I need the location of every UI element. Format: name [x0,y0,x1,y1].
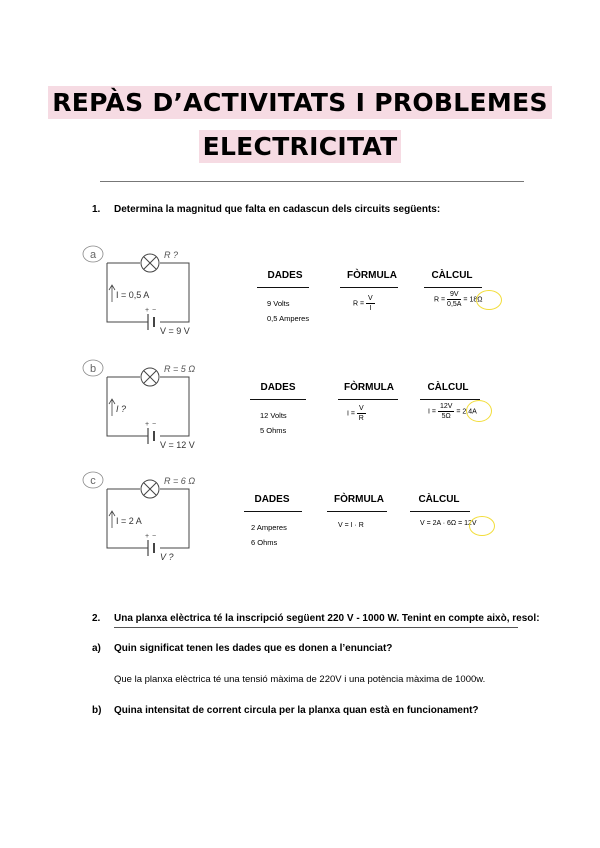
circuit-a-calcul-num: 9V [447,290,461,300]
circuit-a-dades-header: DADES [267,270,303,281]
circuit-b-formula-header: FÒRMULA [344,382,394,393]
circuit-c-dades-header: DADES [254,494,290,505]
question-2b [92,705,479,716]
circuit-a-formula-den: I [369,305,372,312]
circuit-c-lamp [141,480,159,498]
circuit-b-calcul-result: = 2,4A [456,408,477,416]
circuit-a-calcul-result: = 18Ω [463,296,483,304]
circuit-diagram-b [80,356,210,452]
circuit-c-i-label: I = 2 A [116,516,142,526]
circuit-a-formula-underline [340,287,398,288]
circuit-c-formula: V = I · R [338,522,364,529]
circuit-b-dada-2: 5 Ohms [260,426,287,435]
circuit-c-calcul-underline [410,511,470,512]
question-2-text: Una planxa elèctrica té la inscripció següent 220 V - 1000 W. Tenint en compte això, resol: [114,613,540,624]
question-2a [92,643,392,654]
svg-text:+: + [145,533,150,540]
question-1-text: Determina la magnitud que falta en cadascun dels circuits següents: [114,204,441,215]
svg-text:−: − [152,533,157,540]
circuit-b-formula-den: R [358,415,364,422]
circuit-b-calcul-num: 12V [439,403,453,410]
circuit-b-dades [260,408,287,438]
circuit-c-calcul-header: CÀLCUL [418,494,460,505]
question-2b-text: Quina intensitat de corrent circula per la planxa quan està en funcionament? [114,705,479,716]
circuit-a-current-arrow [109,285,115,302]
circuit-a-v-label: V = 9 V [160,326,190,336]
question-1-number: 1. [92,204,101,215]
svg-text:+: + [145,421,150,428]
circuit-a-lamp [141,254,159,272]
circuit-a-dada-2: 0,5 Amperes [267,314,310,323]
circuit-b-calcul-den: 5Ω [441,413,451,420]
page-title-line-1: REPÀS D’ACTIVITATS I PROBLEMES [0,88,600,117]
circuit-c-letter: c [90,475,96,487]
circuit-a-dades [267,296,309,326]
circuit-c-formula-header: FÒRMULA [334,494,384,505]
circuit-c-dades-underline [244,511,302,512]
circuit-c-dada-1: 2 Amperes [251,523,287,532]
circuit-b-dades-underline [250,399,306,400]
page-title-line-2: ELECTRICITAT [0,132,600,161]
circuit-b-answer-highlight [466,400,492,422]
circuit-b-lamp [141,368,159,386]
svg-text:−: − [152,421,157,428]
circuit-a-dada-1: 9 Volts [267,299,290,308]
circuit-c-calcul: V = 2A · 6Ω = 12V [420,520,477,527]
circuit-b-r-label: R = 5 Ω [164,364,196,374]
circuit-diagram-a [80,242,200,338]
question-2a-answer: Que la planxa elèctrica té una tensió màxima de 220V i una potència màxima de 1000w. [114,674,486,685]
question-2-underline [114,627,518,628]
question-2-number: 2. [92,613,101,624]
circuit-a-dades-underline [257,287,309,288]
circuit-c-formula-underline [327,511,387,512]
circuit-a-answer-highlight [476,290,502,310]
circuit-b-letter: b [89,363,97,375]
circuit-b-formula-underline [338,399,398,400]
circuit-b-current-arrow [109,399,115,416]
question-1 [92,204,440,215]
circuit-b-calcul-header: CÀLCUL [427,382,469,393]
circuit-a-r-label: R ? [164,250,179,260]
circuit-b-v-label: V = 12 V [160,440,195,450]
circuit-a-calcul-den: 0,5A [447,301,462,308]
circuit-a-battery [145,307,156,330]
question-2a-text: Quin significat tenen les dades que es donen a l’enunciat? [114,643,393,654]
circuit-a-formula [353,294,375,313]
circuit-a-i-label: I = 0,5 A [116,290,150,300]
circuit-b-formula-lhs: I = [347,410,355,418]
circuit-c-current-arrow [109,511,115,528]
circuit-b-formula [347,404,366,423]
title-divider [100,181,524,182]
svg-text:−: − [152,307,157,314]
circuit-b-formula-num: V [358,405,364,412]
circuit-a-calcul-underline [424,287,482,288]
circuit-c-answer-highlight [469,516,495,536]
circuit-b-calcul-underline [420,399,480,400]
circuit-a-calcul-lhs: R = [434,296,446,304]
circuit-c-dada-2: 6 Ohms [251,538,278,547]
circuit-a-calcul-header: CÀLCUL [431,270,473,281]
circuit-a-letter: a [89,249,97,261]
circuit-c-r-label: R = 6 Ω [164,476,196,486]
question-2 [92,613,540,624]
circuit-b-dades-header: DADES [260,382,296,393]
circuit-c-dades [251,520,287,550]
circuit-a-formula-lhs: R = [353,300,365,308]
circuit-diagram-c [80,468,210,564]
question-2b-label: b) [92,705,102,716]
circuit-c-battery [145,533,156,556]
svg-text:+: + [145,307,150,314]
circuit-b-i-label: I ? [116,404,127,414]
question-2a-label: a) [92,643,101,654]
circuit-a-formula-header: FÒRMULA [347,270,397,281]
circuit-b-battery [145,421,156,444]
circuit-c-v-label: V ? [160,552,174,562]
circuit-b-calcul-lhs: I = [428,408,436,416]
circuit-b-dada-1: 12 Volts [260,411,287,420]
circuit-a-formula-num: V [368,295,373,302]
